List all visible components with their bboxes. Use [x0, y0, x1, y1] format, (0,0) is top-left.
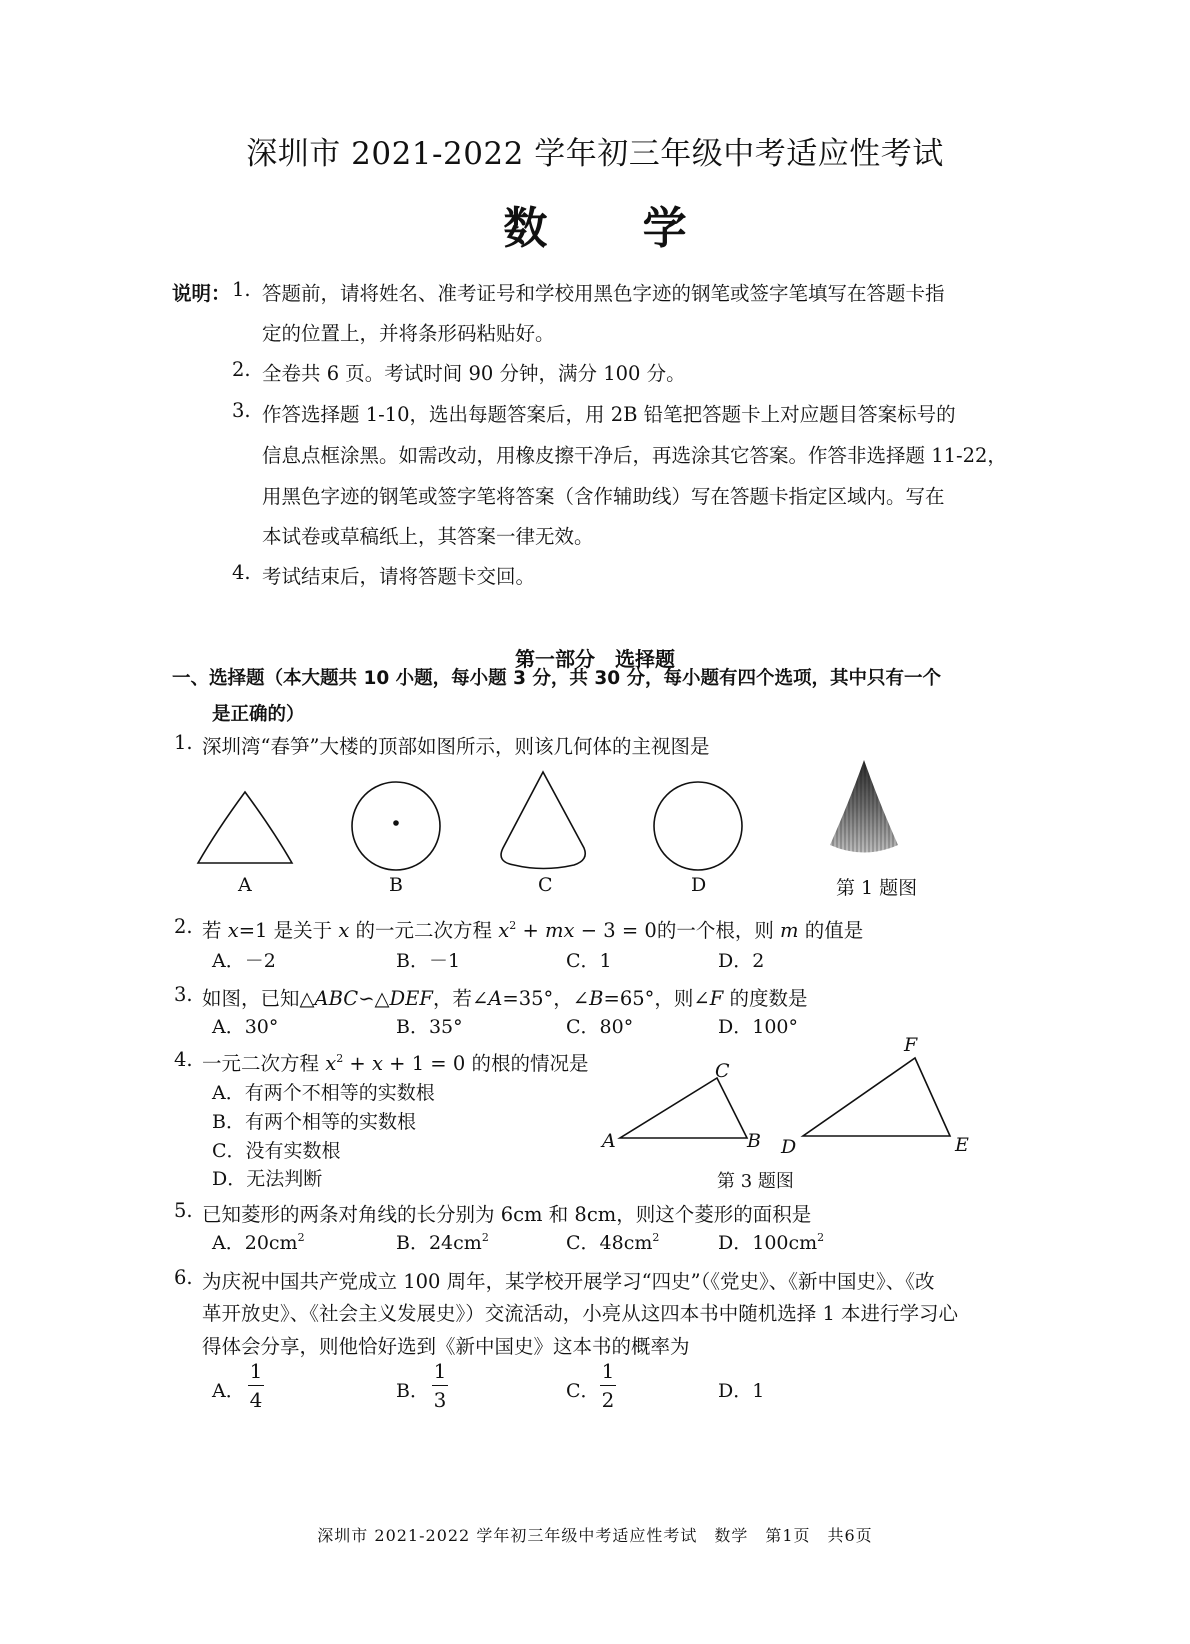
instruction-num: 2.	[232, 358, 251, 381]
text: ∽△	[358, 987, 390, 1010]
math-var: x	[325, 1052, 337, 1075]
option-value: 1	[752, 1380, 765, 1402]
denominator: 2	[601, 1388, 615, 1412]
text: +	[343, 1052, 372, 1075]
text: 的一个根，则	[656, 919, 781, 942]
math-var: DEF	[389, 987, 433, 1010]
spring-bamboo-building-image	[828, 760, 900, 860]
option-a[interactable]: A．－2	[212, 950, 276, 972]
question-number: 1.	[174, 731, 193, 754]
question-stem-line: 为庆祝中国共产党成立 100 周年，某学校开展学习“四史”（《党史》、《新中国史》、《改	[202, 1270, 935, 1293]
point-label-f: F	[904, 1034, 918, 1056]
denominator: 3	[433, 1388, 447, 1412]
option-a[interactable]: A．30°	[212, 1016, 279, 1038]
math-var: x	[498, 919, 510, 942]
option-a[interactable]: A．有两个不相等的实数根	[212, 1082, 435, 1104]
option-d[interactable]	[718, 1376, 764, 1403]
option-d[interactable]	[718, 1228, 824, 1255]
option-d[interactable]: D．2	[718, 950, 765, 972]
point-label-a: A	[602, 1130, 616, 1152]
figure-label: D	[691, 874, 707, 896]
math-var: ABC	[314, 987, 359, 1010]
point-label-e: E	[955, 1134, 969, 1156]
option-value: 48cm	[599, 1232, 653, 1254]
text: − 3 = 0	[574, 919, 657, 942]
instructions-label: 说明：	[172, 282, 231, 305]
instruction-line: 用黑色字迹的钢笔或签字笔将答案（含作辅助线）写在答题卡指定区域内。写在	[262, 485, 945, 508]
exponent: 2	[336, 1052, 344, 1065]
option-value: 24cm	[428, 1232, 482, 1254]
math-var: B	[589, 987, 604, 1010]
text: 如图，已知△	[202, 987, 315, 1010]
text: 的度数是	[723, 987, 808, 1010]
option-c-label[interactable]: C．	[566, 1380, 600, 1402]
instruction-line: 答题前，请将姓名、准考证号和学校用黑色字迹的钢笔或签字笔填写在答题卡指	[262, 282, 945, 305]
math-var: x	[371, 1052, 383, 1075]
text: ，若∠	[432, 987, 489, 1010]
figure-caption: 第 3 题图	[717, 1171, 794, 1192]
fraction-bar	[432, 1385, 448, 1386]
option-c[interactable]: C．没有实数根	[212, 1140, 341, 1162]
text: +	[516, 919, 546, 942]
option-d[interactable]: D．100°	[718, 1016, 798, 1038]
option-c[interactable]: C．80°	[566, 1016, 634, 1038]
point-label-d: D	[781, 1136, 797, 1158]
exponent: 2	[509, 919, 517, 932]
question-stem	[202, 983, 807, 1011]
question-stem-line: 革开放史》、《社会主义发展史》）交流活动，小亮从这四本书中随机选择 1 本进行学习心	[202, 1302, 959, 1325]
option-c[interactable]	[566, 1228, 659, 1255]
numerator: 1	[601, 1359, 615, 1383]
question-number: 4.	[174, 1048, 193, 1071]
point-label-c: C	[715, 1060, 730, 1082]
numerator: 1	[433, 1359, 447, 1383]
figure-label: B	[389, 874, 403, 896]
option-b[interactable]: B．有两个相等的实数根	[212, 1111, 416, 1133]
figure-caption: 第 1 题图	[836, 877, 918, 899]
denominator: 4	[249, 1388, 263, 1412]
subject-title: 数 学	[503, 203, 727, 254]
question-stem	[202, 915, 863, 943]
option-a-fraction[interactable]	[248, 1360, 264, 1411]
option-label: B．	[396, 1232, 429, 1254]
option-d[interactable]: D．无法判断	[212, 1168, 323, 1190]
option-c-fraction[interactable]	[600, 1360, 616, 1411]
option-a-figure	[195, 790, 295, 865]
section-heading: 一、选择题（本大题共 10 小题，每小题 3 分，共 30 分，每小题有四个选项，其中只有一个	[172, 668, 942, 689]
math-var: F	[709, 987, 724, 1010]
instruction-line: 本试卷或草稿纸上，其答案一律无效。	[262, 525, 594, 548]
option-c-figure	[496, 770, 596, 870]
math-var: m	[780, 919, 799, 942]
text: 一元二次方程	[202, 1052, 326, 1075]
option-label: D．	[718, 1380, 753, 1402]
text: =1 是关于	[238, 919, 339, 942]
math-var: mx	[545, 919, 575, 942]
exponent: 2	[652, 1231, 660, 1244]
text: =65°，则∠	[603, 987, 710, 1010]
instruction-line: 全卷共 6 页。考试时间 90 分钟，满分 100 分。	[262, 362, 686, 385]
option-b[interactable]: B．35°	[396, 1016, 463, 1038]
question-stem	[202, 1048, 588, 1076]
fraction-bar	[248, 1385, 264, 1386]
option-value: 100cm	[752, 1232, 818, 1254]
instruction-num: 4.	[232, 561, 251, 584]
instruction-line: 信息点框涂黑。如需改动，用橡皮擦干净后，再选涂其它答案。作答非选择题 11-22，	[262, 444, 1007, 467]
question-number: 2.	[174, 915, 193, 938]
text: =35°，∠	[502, 987, 590, 1010]
triangle-abc	[620, 1078, 747, 1138]
instruction-line: 定的位置上，并将条形码粘贴好。	[262, 322, 555, 345]
figure-label: A	[238, 874, 252, 896]
option-b-label[interactable]: B．	[396, 1380, 429, 1402]
numerator: 1	[249, 1359, 263, 1383]
text: 的根的情况是	[465, 1052, 589, 1075]
exam-title: 深圳市 2021-2022 学年初三年级中考适应性考试	[246, 136, 944, 172]
instruction-num: 3.	[232, 399, 251, 422]
math-var: x	[338, 919, 350, 942]
text: 的一元二次方程	[349, 919, 499, 942]
option-b[interactable]	[396, 1228, 489, 1255]
exponent: 2	[481, 1231, 489, 1244]
figure-label: C	[538, 874, 553, 896]
option-b[interactable]: B．－1	[396, 950, 461, 972]
question-stem: 已知菱形的两条对角线的长分别为 6cm 和 8cm，则这个菱形的面积是	[202, 1203, 812, 1226]
option-b-fraction[interactable]	[432, 1360, 448, 1411]
part-title: 第一部分 选择题	[515, 647, 675, 671]
exponent: 2	[817, 1231, 825, 1244]
question-stem: 深圳湾“春笋”大楼的顶部如图所示，则该几何体的主视图是	[202, 735, 710, 758]
option-b-figure	[350, 780, 445, 875]
option-c[interactable]: C．1	[566, 950, 612, 972]
question-number: 6.	[174, 1266, 193, 1289]
option-label: C．	[566, 1232, 600, 1254]
option-d-figure	[652, 780, 747, 875]
section-heading: 是正确的）	[212, 704, 305, 725]
text: 的值是	[798, 919, 864, 942]
instruction-line: 作答选择题 1-10，选出每题答案后，用 2B 铅笔把答题卡上对应题目答案标号的	[262, 403, 956, 426]
math-var: A	[488, 987, 503, 1010]
question-stem-line: 得体会分享，则他恰好选到《新中国史》这本书的概率为	[202, 1335, 690, 1358]
math-var: x	[227, 919, 239, 942]
instruction-line: 考试结束后，请将答题卡交回。	[262, 565, 536, 588]
triangle-def	[803, 1058, 950, 1136]
option-a[interactable]	[212, 1228, 305, 1255]
page-footer: 深圳市 2021-2022 学年初三年级中考适应性考试 数学 第1页 共6页	[317, 1526, 873, 1545]
fraction-bar	[600, 1385, 616, 1386]
question-number: 5.	[174, 1199, 193, 1222]
exponent: 2	[297, 1231, 305, 1244]
option-label: D．	[718, 1232, 753, 1254]
text: + 1 = 0	[382, 1052, 466, 1075]
text: 若	[202, 919, 228, 942]
point-label-b: B	[747, 1130, 761, 1152]
question-number: 3.	[174, 983, 193, 1006]
option-value: 20cm	[244, 1232, 298, 1254]
option-a-label[interactable]: A．	[212, 1380, 245, 1402]
instruction-num: 1.	[232, 278, 251, 301]
option-label: A．	[212, 1232, 245, 1254]
